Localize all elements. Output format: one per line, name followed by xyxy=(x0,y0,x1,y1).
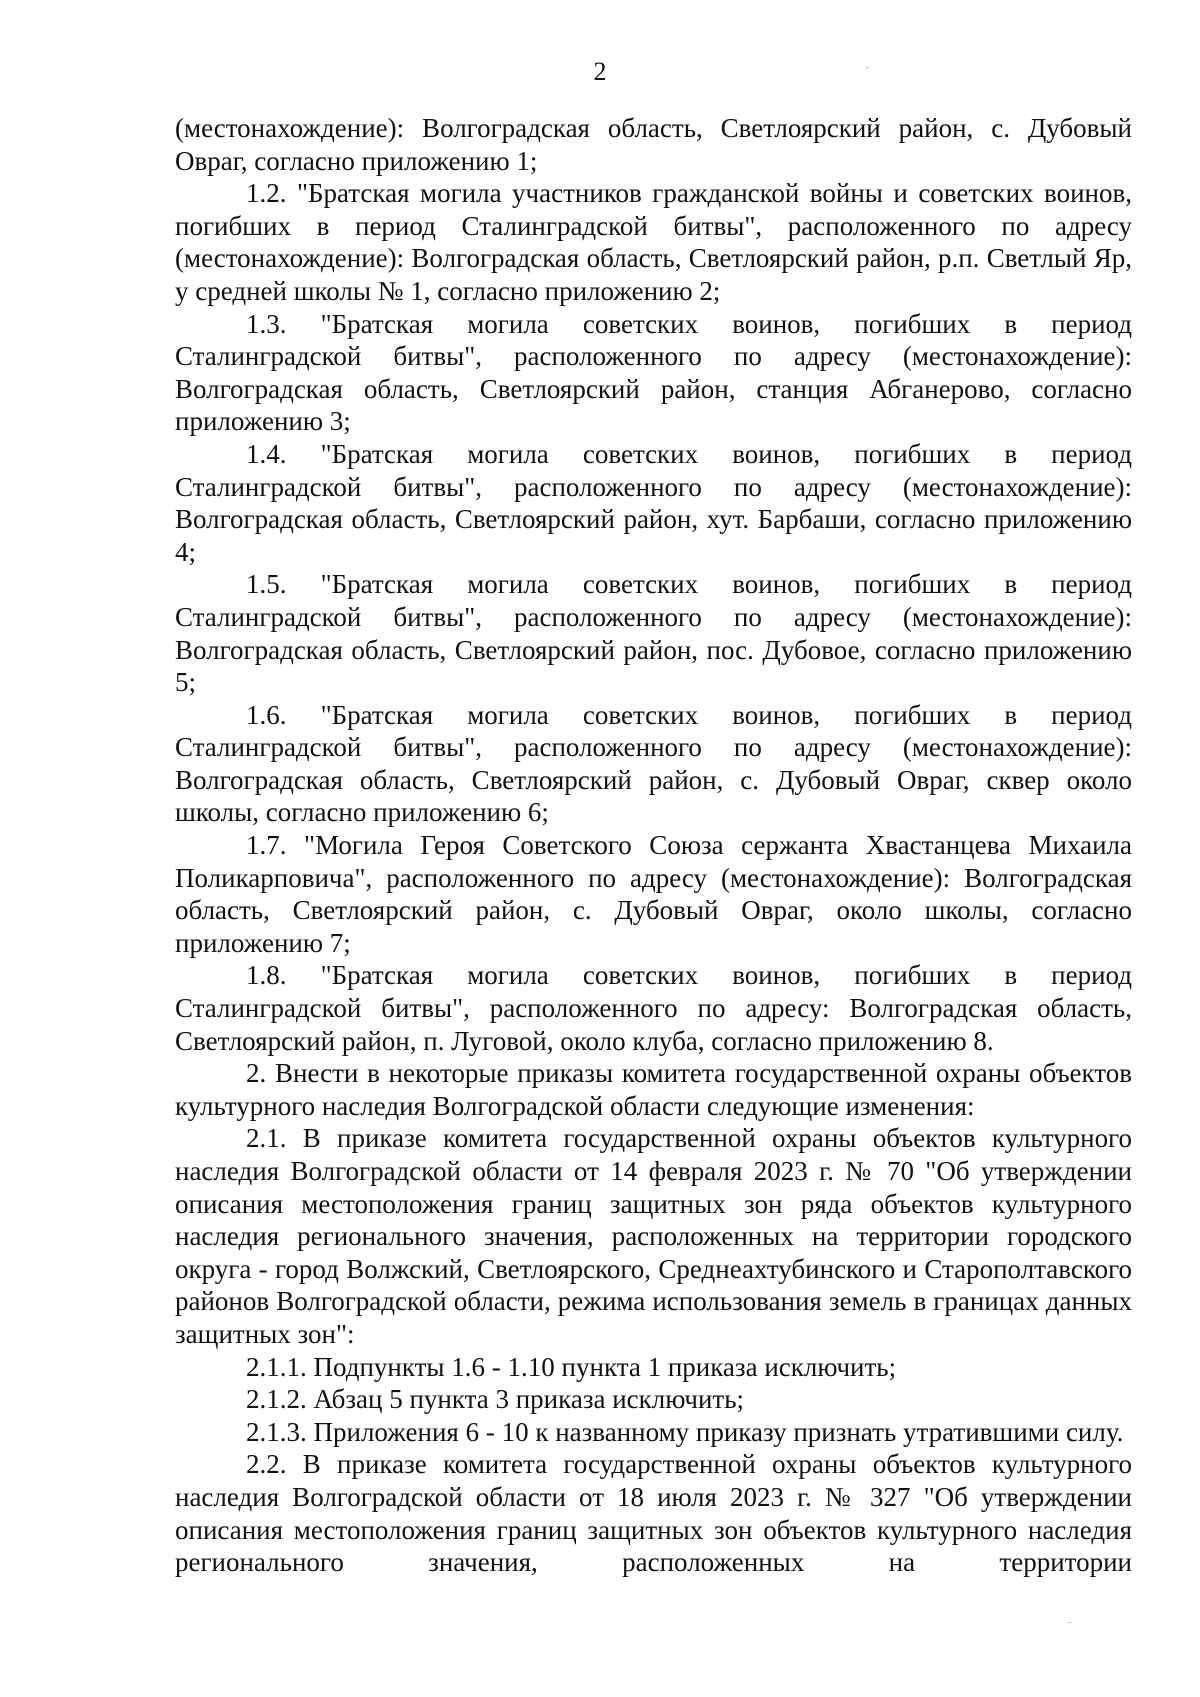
page-number: 2 xyxy=(593,57,607,86)
paragraph-1-2: 1.2. "Братская могила участников гражданской войны и советских воинов, погибших в период Сталинградской битвы", расположенного по адресу (местонахождение): Волгоградская область, Светлоярский район, р.п. Светлый Яр, у средней школы № 1, согласно приложению 2; xyxy=(175,178,1132,306)
paragraph-2-1-1: 2.1.1. Подпункты 1.6 - 1.10 пункта 1 приказа исключить; xyxy=(246,1351,897,1382)
paragraph-2-1: 2.1. В приказе комитета государственной охраны объектов культурного наследия Волгоградской области от 14 февраля 2023 г. № 70 "Об утверждении описания местоположения границ защитных зон ряда объектов культурного наследия регионального значения, расположенных на территории городского округа - город Волжский, Светлоярского, Среднеахтубинского и Старополтавского районов Волгоградской области, режима использования земель в границах данных защитных зон": xyxy=(175,1123,1132,1349)
paragraph-2-2: 2.2. В приказе комитета государственной охраны объектов культурного наследия Волгоградской области от 18 июля 2023 г. № 327 "Об утверждении описания местоположения границ защитных зон объектов культурного наследия регионального значения, расположенных на территории xyxy=(175,1449,1132,1578)
document-body xyxy=(175,112,1132,1579)
paragraph-1-6: 1.6. "Братская могила советских воинов, погибших в период Сталинградской битвы", расположенного по адресу (местонахождение): Волгоградская область, Светлоярский район, с. Дубовый Овраг, сквер около школы, согласно приложению 6; xyxy=(175,699,1132,828)
paragraph-2-1-3: 2.1.3. Приложения 6 - 10 к названному приказу признать утратившими силу. xyxy=(246,1416,1124,1447)
paragraph-1-3: 1.3. "Братская могила советских воинов, погибших в период Сталинградской битвы", расположенного по адресу (местонахождение): Волгоградская область, Светлоярский район, станция Абганерово, согласно приложению 3; xyxy=(175,308,1132,437)
scan-speck xyxy=(866,67,869,68)
paragraph-2: 2. Внести в некоторые приказы комитета государственной охраны объектов культурного наследия Волгоградской области следующие изменения: xyxy=(175,1058,1132,1121)
paragraph-1-5: 1.5. "Братская могила советских воинов, погибших в период Сталинградской битвы", расположенного по адресу (местонахождение): Волгоградская область, Светлоярский район, пос. Дубовое, согласно приложению 5; xyxy=(175,569,1132,698)
paragraph-2-1-2: 2.1.2. Абзац 5 пункта 3 приказа исключить; xyxy=(246,1384,745,1415)
scan-speck xyxy=(1068,1622,1071,1623)
paragraph-1-8: 1.8. "Братская могила советских воинов, погибших в период Сталинградской битвы", расположенного по адресу: Волгоградская область, Светлоярский район, п. Луговой, около клуба, согласно приложению 8. xyxy=(175,960,1132,1056)
paragraph-1-4: 1.4. "Братская могила советских воинов, погибших в период Сталинградской битвы", расположенного по адресу (местонахождение): Волгоградская область, Светлоярский район, хут. Барбаши, согласно приложению 4; xyxy=(175,438,1132,567)
paragraph-1-7: 1.7. "Могила Героя Советского Союза сержанта Хвастанцева Михаила Поликарповича", расположенного по адресу (местонахождение): Волгоградская область, Светлоярский район, с. Дубовый Овраг, около школы, согласно приложению 7; xyxy=(175,830,1132,958)
paragraph-1-1-continuation: (местонахождение): Волгоградская область, Светлоярский район, с. Дубовый Овраг, согласно приложению 1; xyxy=(175,113,1132,176)
